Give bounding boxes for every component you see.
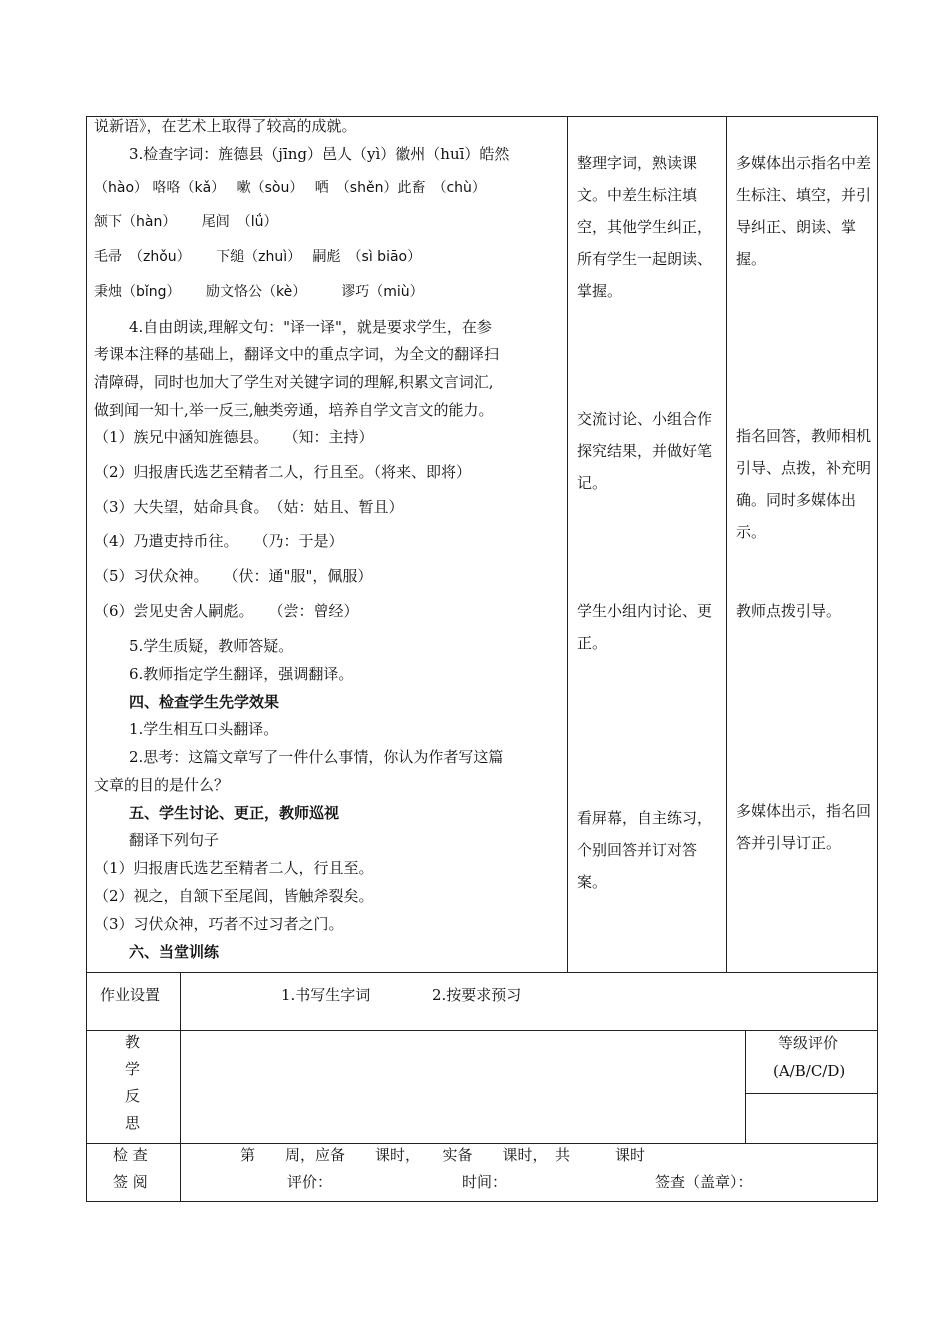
grade-box-left [745,1030,746,1143]
section-heading: 六、当堂训练 [129,943,220,961]
check-time: 时间： [462,1173,508,1191]
homework-item-2: 2.按要求预习 [432,986,522,1004]
section-heading: 四、检查学生先学效果 [129,693,280,711]
text-line: （4）乃遣吏持币往。 （乃：于是） [94,532,344,550]
text-line: （3）习伏众神，巧者不过习者之门。 [94,915,344,933]
section-heading: 五、学生讨论、更正，教师巡视 [129,804,340,822]
text-line: 说新语》，在艺术上取得了较高的成就。 [94,117,357,135]
text-line: 文章的目的是什么？ [94,776,230,794]
reflection-label-char: 思 [125,1114,141,1132]
row-divider-check-top [86,1143,878,1144]
col-divider-1 [567,116,568,972]
student-activity-3: 学生小组内讨论、更正。 [577,602,713,652]
lesson-table [86,116,878,1202]
check-label: 签 阅 [113,1173,148,1191]
text-line: 考课本注释的基础上，翻译文中的重点字词，为全文的翻译扫 [94,345,500,363]
text-line: 翻译下列句子 [129,831,220,849]
grade-label: 等级评价 [778,1034,839,1052]
text-line: （5）习伏众神。 （伏：通"服"，佩服） [94,567,373,585]
homework-label: 作业设置 [100,986,161,1004]
reflection-label-char: 学 [125,1060,141,1078]
text-line: 毛帚 （zhǒu） 下缒（zhuì） 嗣彪 （sì biāo） [94,249,422,265]
text-line: 2.思考：这篇文章写了一件什么事情，你认为作者写这篇 [129,748,504,766]
text-line: （3）大失望，姑命具食。 （姑：姑且、暂且） [94,498,404,516]
check-stamp: 签查（盖章）： [655,1173,753,1191]
grade-options: (A/B/C/D) [773,1062,846,1080]
reflection-label-char: 教 [125,1033,141,1051]
text-line: 秉烛（bǐng） 励文恪公（kè） 谬巧（miù） [94,284,424,300]
col-divider-2 [726,116,727,972]
text-line: 清障碍，同时也加大了学生对关键字词的理解,积累文言词汇, [94,373,494,391]
text-line: （1）归报唐氏选艺至精者二人，行且至。 [94,859,374,877]
text-line: 做到闻一知十,举一反三,触类旁通，培养自学文言文的能力。 [94,401,494,419]
homework-item-1: 1.书写生字词 [281,986,371,1004]
text-line: 颔下（hàn） 尾闾 （lǘ） [94,214,278,230]
student-activity-4: 看屏幕，自主练习，个别回答并订对答案。 [577,809,713,891]
row-divider-homework-top [86,972,878,973]
label-col-divider [180,972,181,1202]
text-line: （2）归报唐氏选艺至精者二人，行且至。（将来、即将） [94,463,472,481]
text-line: （2）视之，自颔下至尾闾，皆触斧裂矣。 [94,887,374,905]
teacher-activity-2: 指名回答，教师相机引导、点拨，补充明确。同时多媒体出示。 [736,427,872,541]
check-row-1: 第 周，应备 课时， 实备 课时， 共 课时 [240,1146,646,1164]
teacher-activity-1: 多媒体出示指名中差生标注、填空，并引导纠正、朗读、掌握。 [736,154,872,268]
teacher-activity-4: 多媒体出示，指名回答并引导订正。 [736,802,872,852]
student-activity-2: 交流讨论、小组合作探究结果，并做好笔记。 [577,410,713,492]
row-divider-reflection-top [86,1030,878,1031]
check-label: 检 查 [113,1146,148,1164]
text-line: 3.检查字词：旌德县（jīng）邑人（yì）徽州（huī）皓然 [129,145,510,163]
text-line: 1.学生相互口头翻译。 [129,720,279,738]
student-activity-1: 整理字词，熟读课文。中差生标注填空，其他学生纠正，所有学生一起朗读、掌握。 [577,154,713,300]
check-evaluation: 评价： [287,1173,333,1191]
teacher-activity-3: 教师点拨引导。 [736,602,842,620]
text-line: （6）尝见史舍人嗣彪。 （尝：曾经） [94,602,359,620]
reflection-label-char: 反 [125,1087,141,1105]
grade-box-split [745,1093,878,1094]
text-line: 6.教师指定学生翻译，强调翻译。 [129,665,354,683]
text-line: （hào） 咯咯（kǎ） 嗽（sòu） 哂 （shěn）此畜 （chù） [94,180,486,196]
text-line: （1）族兄中涵知旌德县。 （知：主持） [94,428,374,446]
text-line: 5.学生质疑，教师答疑。 [129,637,294,655]
text-line: 4.自由朗读,理解文句："译一译"，就是要求学生，在参 [129,318,492,336]
